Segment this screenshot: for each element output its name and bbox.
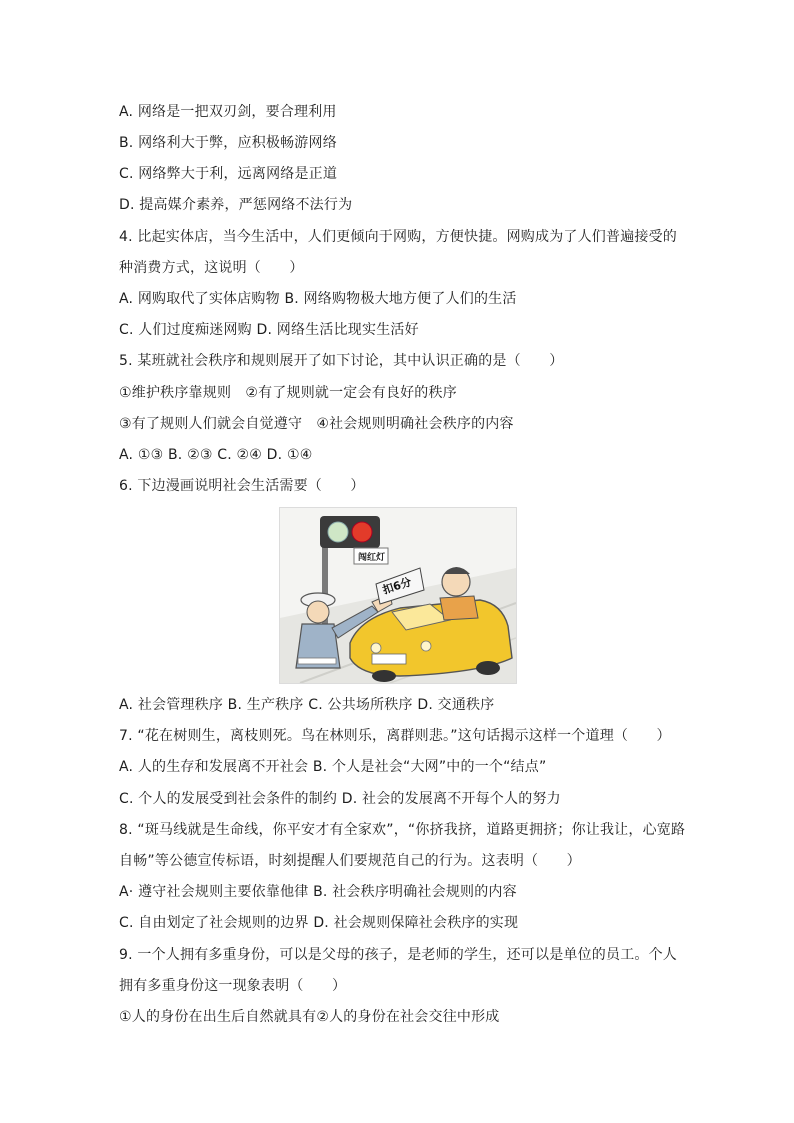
question-3-option-b: B. 网络利大于弊，应积极畅游网络 <box>119 135 337 151</box>
question-3-option-a: A. 网络是一把双刃剑，要合理利用 <box>119 104 337 120</box>
question-5-statements-34: ③有了规则人们就会自觉遵守 ④社会规则明确社会秩序的内容 <box>119 416 514 432</box>
question-9-stem-cont: 拥有多重身份这一现象表明（ ） <box>119 978 347 994</box>
question-8-stem: 8. “斑马线就是生命线，你平安才有全家欢”，“你挤我挤，道路更拥挤；你让我让，心宽路 <box>119 822 686 838</box>
question-7-options-cd: C. 个人的发展受到社会条件的制约 D. 社会的发展离不开每个人的努力 <box>119 791 561 807</box>
sign-label: 闯红灯 <box>358 553 386 563</box>
question-9-stem: 9. 一个人拥有多重身份，可以是父母的孩子，是老师的学生，还可以是单位的员工。个人 <box>119 947 678 963</box>
question-4-stem: 4. 比起实体店，当今生活中，人们更倾向于网购，方便快捷。网购成为了人们普遍接受的 <box>119 229 678 245</box>
question-7-options-ab: A. 人的生存和发展离不开社会 B. 个人是社会“大网”中的一个“结点” <box>119 759 547 775</box>
question-4-stem-cont: 种消费方式，这说明（ ） <box>119 260 304 276</box>
question-6-options: A. 社会管理秩序 B. 生产秩序 C. 公共场所秩序 D. 交通秩序 <box>119 697 495 713</box>
question-5-options: A. ①③ B. ②③ C. ②④ D. ①④ <box>119 447 313 463</box>
question-3-option-d: D. 提高媒介素养，严惩网络不法行为 <box>119 197 353 213</box>
question-5-statements-12: ①维护秩序靠规则 ②有了规则就一定会有良好的秩序 <box>119 385 457 401</box>
traffic-cartoon <box>279 507 517 684</box>
penalty-label: 扣6分 <box>380 575 414 597</box>
question-5-stem: 5. 某班就社会秩序和规则展开了如下讨论，其中认识正确的是（ ） <box>119 353 564 369</box>
question-6-stem: 6. 下边漫画说明社会生活需要（ ） <box>119 478 365 494</box>
question-9-statements-12: ①人的身份在出生后自然就具有②人的身份在社会交往中形成 <box>119 1009 500 1025</box>
question-8-stem-cont: 自畅”等公德宣传标语，时刻提醒人们要规范自己的行为。这表明（ ） <box>119 853 581 869</box>
question-4-options-cd: C. 人们过度痴迷网购 D. 网络生活比现实生活好 <box>119 322 419 338</box>
question-7-stem: 7. “花在树则生，离枝则死。鸟在林则乐，离群则悲。”这句话揭示这样一个道理（ ） <box>119 728 671 744</box>
question-3-option-c: C. 网络弊大于利，远离网络是正道 <box>119 166 338 182</box>
question-8-options-cd: C. 自由划定了社会规则的边界 D. 社会规则保障社会秩序的实现 <box>119 915 519 931</box>
question-8-options-ab: A· 遵守社会规则主要依靠他律 B. 社会秩序明确社会规则的内容 <box>119 884 517 900</box>
question-4-options-ab: A. 网购取代了实体店购物 B. 网络购物极大地方便了人们的生活 <box>119 291 517 307</box>
